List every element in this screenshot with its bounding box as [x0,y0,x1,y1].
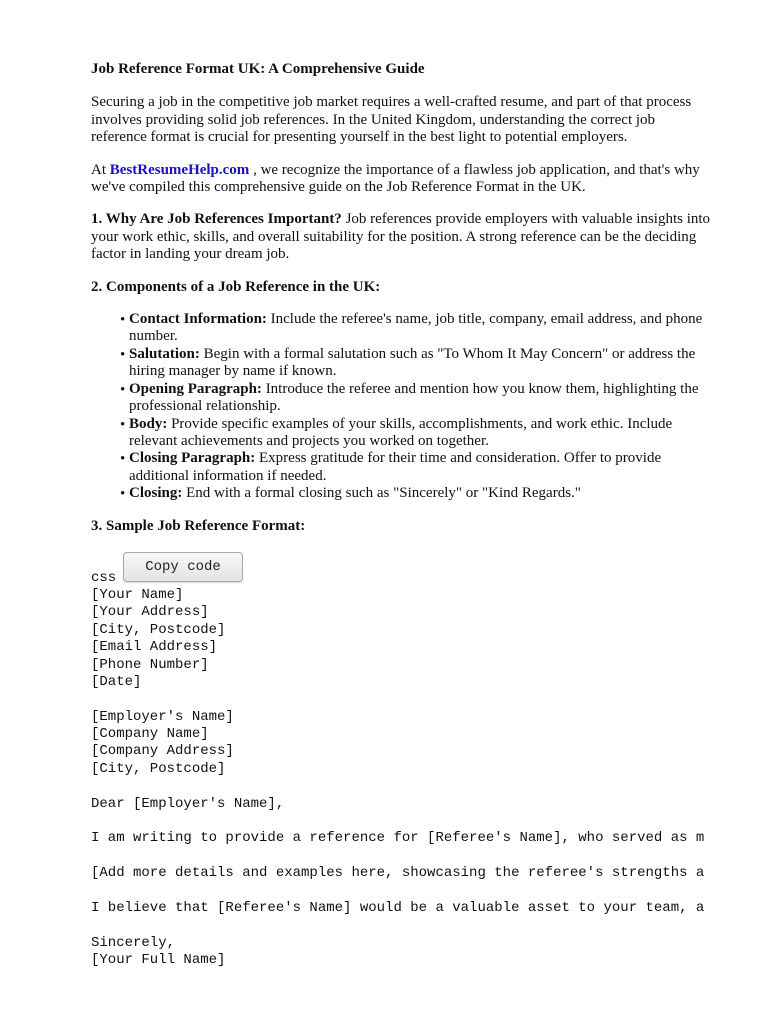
code-line: I believe that [Referee's Name] would be a valuable asset to your team, a [91,899,705,916]
code-line: [Your Name] [91,586,184,603]
code-line [91,778,768,795]
code-line: [Your Address] [91,604,209,621]
brand-link[interactable]: BestResumeHelp.com [109,161,250,178]
code-line: [Your Full Name] [91,952,226,969]
code-line [91,813,768,830]
list-item [129,346,711,381]
code-line: [Email Address] [91,639,218,656]
code-line: Sincerely, [91,934,176,951]
list-item-text: Begin with a formal salutation such as "To Whom It May Concern" or address the hiring manager by name if known. [129,345,696,380]
code-line [91,691,768,708]
code-block-header [91,553,711,587]
list-item-text: Introduce the referee and mention how you know them, highlighting the professional relationship. [129,380,699,415]
code-line: [Company Name] [91,726,209,743]
list-item [129,381,711,416]
list-item-term: Closing: [129,485,183,502]
copy-code-button[interactable]: Copy code [123,552,243,582]
code-line [91,848,768,865]
code-line [91,917,768,934]
list-item-text: End with a formal closing such as "Sincerely" or "Kind Regards." [182,485,581,502]
list-item [129,311,711,346]
list-item-term: Contact Information: [129,311,267,328]
code-line: [Employer's Name] [91,708,234,725]
sample-format-heading: 3. Sample Job Reference Format: [91,517,306,534]
list-item-text: Provide specific examples of your skills, accomplishments, and work ethic. Include relevant achievements and projects you worked on together. [129,415,673,449]
list-item-text: Include the referee's name, job title, company, email address, and phone number. [129,311,703,345]
code-line: [City, Postcode] [91,760,226,777]
components-heading: 2. Components of a Job Reference in the UK: [91,278,381,295]
list-item [129,416,711,451]
intro-paragraph: Securing a job in the competitive job market requires a well-crafted resume, and part of that process involves providing solid job references. In the United Kingdom, understanding the correct job reference format is crucial for presenting yourself in the best light to potential employers. [91,94,692,146]
brand-prefix: At [91,161,110,178]
brand-paragraph [91,162,711,197]
code-line [91,883,768,900]
why-references-heading: 1. Why Are Job References Important? [91,211,342,228]
code-language-label: css [91,569,117,586]
list-item-term: Salutation: [129,345,200,362]
list-item-term: Closing Paragraph: [129,450,256,467]
code-block [91,587,768,970]
document-page [91,61,711,970]
code-line: [City, Postcode] [91,621,226,638]
list-item [129,450,711,485]
code-line: [Company Address] [91,743,234,760]
components-list [91,311,711,502]
page-title: Job Reference Format UK: A Comprehensive Guide [91,61,425,77]
list-item-term: Opening Paragraph: [129,380,262,397]
code-line: Dear [Employer's Name], [91,795,285,812]
code-line: [Add more details and examples here, showcasing the referee's strengths a [91,865,705,882]
code-line: [Date] [91,673,142,690]
why-references-paragraph [91,211,711,263]
brand-suffix: , we recognize the importance of a flawless job application, and that's why we've compiled this comprehensive guide on the Job Reference Format in the UK. [91,161,700,196]
list-item-term: Body: [129,415,168,432]
list-item [129,485,711,502]
list-item-text: Express gratitude for their time and consideration. Offer to provide additional information if needed. [129,450,662,484]
code-line: [Phone Number] [91,656,209,673]
code-line: I am writing to provide a reference for [Referee's Name], who served as m [91,830,705,847]
why-references-text: Job references provide employers with valuable insights into your work ethic, skills, and overall suitability for the position. A strong reference can be the deciding factor in landing your dream job. [91,211,711,263]
